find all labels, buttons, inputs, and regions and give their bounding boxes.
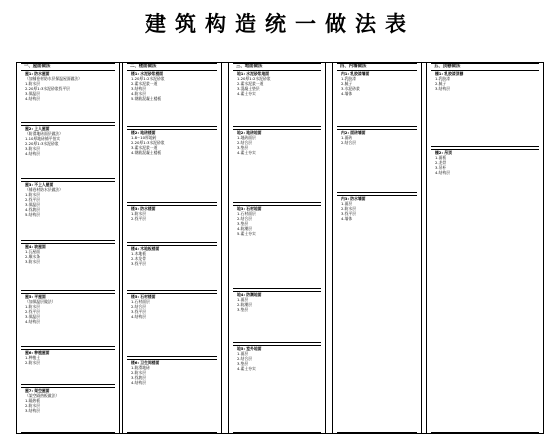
item-line: 2.结合层 [237,216,253,221]
item-line: 1.瓦屋面 [25,249,41,254]
item-line: 4.墙体 [341,216,353,221]
item-line: 1.防滑地砖 [131,365,150,370]
item-line: 1.地砖面层 [237,135,256,140]
item-line: 2.结合层 [237,356,253,361]
item-line: 4.防水层 [131,91,147,96]
item-line: 1.石材面层 [237,211,256,216]
item-line: 5.素土夯实 [237,231,256,236]
table-section [21,243,115,291]
item-line: 3.垫层 [237,307,249,312]
item-title: 屋5: 平屋面 [25,294,46,299]
item-line: 2.腻子 [435,81,447,86]
section-header: 五、顶棚做法 [431,64,539,71]
item-line: 3.找平层 [131,261,147,266]
item-line: 3.保温层 [25,91,41,96]
item-line: 5.钢筋混凝土楼板 [131,96,162,101]
item-title: 棚1: 乳胶漆顶棚 [435,71,464,76]
table-section [233,129,321,203]
item-line: 1.面板 [435,155,447,160]
item-line: 1.8~10厚地砖 [131,135,157,140]
item-line: 2.防水层 [25,403,41,408]
item-title: 屋7: 架空屋面 [25,388,50,393]
item-line: 1.防水层 [131,211,147,216]
item-line: 1.面砖 [341,135,353,140]
item-line: 3.找平层 [341,211,357,216]
item-line: （防滑地砖面层做法） [25,131,63,136]
item-line: （加铺卷材防水层保温屋面做法） [25,76,82,81]
item-title: 楼2: 地砖楼面 [131,130,156,135]
item-line: 2.防潮层 [237,302,253,307]
table-section [21,125,115,179]
item-line: 1.木地板 [131,251,147,256]
item-line: 1.乳胶漆 [435,76,451,81]
item-line: 3.防水层 [25,146,41,151]
item-line: 3.混凝土垫层 [237,86,260,91]
item-line: 1.种植土 [25,355,41,360]
item-line: 2.防水层 [131,370,147,375]
construction-table [16,62,544,434]
item-title: 地3: 石材地面 [237,206,262,211]
item-title: 内1: 乳胶漆墙面 [341,71,370,76]
table-section [127,359,217,433]
item-line: 2.防水层 [25,360,41,365]
item-line: 4.结构层 [25,319,41,324]
item-line: 2.结合层 [237,140,253,145]
item-line: 4.找坡层 [25,207,41,212]
item-line: 4.结构层 [131,314,147,319]
item-line: 4.防潮层 [237,226,253,231]
item-title: 屋1: 防水屋面 [25,71,50,76]
item-title: 地2: 地砖地面 [237,130,262,135]
item-title: 地4: 防潮地面 [237,292,262,297]
item-title: 楼6: 卫生间楼面 [131,360,160,365]
item-line: 3.垫层 [237,221,249,226]
table-section [431,63,539,147]
item-title: 楼1: 水泥砂浆楼面 [131,71,164,76]
item-line: 1.20厚1:2水泥砂浆 [131,76,165,81]
item-line: 4.结构层 [435,170,451,175]
item-line: 3.找坡层 [131,375,147,380]
item-line: 1.面层 [237,297,249,302]
table-section [127,129,217,203]
item-title: 屋4: 坡屋面 [25,244,46,249]
item-line: 1.20厚1:2水泥砂浆 [237,76,271,81]
item-line: 3.吊杆 [435,165,447,170]
table-column-3 [228,63,326,433]
item-title: 屋3: 不上人屋面 [25,182,54,187]
table-section [21,387,115,433]
item-line: 3.垫层 [237,145,249,150]
table-column-1 [16,63,120,433]
item-line: 4.钢筋混凝土楼板 [131,150,162,155]
table-section [337,63,417,127]
item-line: 1.防水层 [25,192,41,197]
item-title: 内2: 面砖墙面 [341,130,366,135]
page-title: 建筑构造统一做法表 [145,12,415,36]
table-section [21,293,115,347]
item-line: 3.防水层 [25,259,41,264]
item-line: 3.结构层 [131,86,147,91]
item-line: 1.防水层 [25,81,41,86]
item-line: 2.结合层 [341,140,357,145]
item-title: 内3: 防水墙面 [341,196,366,201]
section-header: 一、屋面做法 [21,64,115,71]
table-section [127,245,217,291]
item-line: 4.素土夯实 [237,366,256,371]
item-line: 2.腻子 [341,81,353,86]
item-title: 地1: 水泥砂浆地面 [237,71,270,76]
table-section [337,195,417,433]
item-line: 4.结构层 [131,380,147,385]
item-line: 4.结构层 [25,96,41,101]
item-line: 3.结构层 [25,408,41,413]
table-column-4 [332,63,422,433]
table-section [233,63,321,127]
table-section [21,349,115,385]
item-title: 楼4: 木地板楼面 [131,246,160,251]
item-line: 2.素水泥浆一道 [237,81,264,86]
item-line: 2.20厚1:3水泥砂浆 [25,141,59,146]
item-title: 楼3: 防水楼面 [131,206,156,211]
item-line: 3.垫层 [237,361,249,366]
table-section [233,291,321,343]
table-section [233,205,321,289]
table-section [337,129,417,193]
item-line: （铺卷材防水层做法） [25,187,63,192]
item-line: 4.结构层 [25,151,41,156]
item-line: （加保温层做法） [25,299,56,304]
item-line: 3.水泥砂浆 [341,86,360,91]
item-line: 2.找平层 [25,197,41,202]
item-line: 1.面层 [341,201,353,206]
item-line: 2.顺水条 [25,254,41,259]
table-section [127,63,217,127]
item-line: （架空隔热板做法） [25,393,60,398]
table-section [127,205,217,243]
section-header: 四、内墙做法 [337,64,417,71]
table-column-2 [122,63,222,433]
table-section [127,293,217,357]
item-line: 5.结构层 [25,212,41,217]
item-line: 3.找平层 [131,309,147,314]
item-line: 1.石材面层 [131,299,150,304]
item-line: 1.防水层 [25,304,41,309]
table-section [233,345,321,433]
item-line: 2.找平层 [25,309,41,314]
item-title: 棚2: 吊顶 [435,150,452,155]
item-line: 2.20厚1:3水泥砂浆 [131,140,165,145]
item-line: 4.素土夯实 [237,150,256,155]
item-line: 2.素水泥浆一道 [131,81,158,86]
item-title: 屋2: 上人屋面 [25,126,50,131]
item-title: 屋6: 种植屋面 [25,350,50,355]
item-line: 3.保温层 [25,202,41,207]
item-line: 1.面层 [237,351,249,356]
table-section [21,181,115,241]
item-line: 4.素土夯实 [237,91,256,96]
table-section [431,149,539,433]
item-line: 2.龙骨 [435,160,447,165]
item-line: 2.找平层 [131,216,147,221]
item-title: 楼5: 石材楼面 [131,294,156,299]
item-line: 1.隔热板 [25,398,41,403]
section-header: 二、楼面做法 [127,64,217,71]
item-line: 2.木龙骨 [131,256,147,261]
table-section [21,63,115,123]
item-line: 4.墙体 [341,91,353,96]
item-line: 1.10厚地砖铺平拍实 [25,136,61,141]
item-line: 2.结合层 [131,304,147,309]
item-title: 地5: 室外地面 [237,346,262,351]
item-line: 3.结构层 [435,86,451,91]
item-line: 2.20厚1:3水泥砂浆找平层 [25,86,70,91]
table-column-5 [426,63,544,433]
item-line: 1.乳胶漆 [341,76,357,81]
item-line: 3.素水泥浆一道 [131,145,158,150]
section-header: 三、地面做法 [233,64,321,71]
item-line: 2.防水层 [341,206,357,211]
item-line: 3.保温层 [25,314,41,319]
